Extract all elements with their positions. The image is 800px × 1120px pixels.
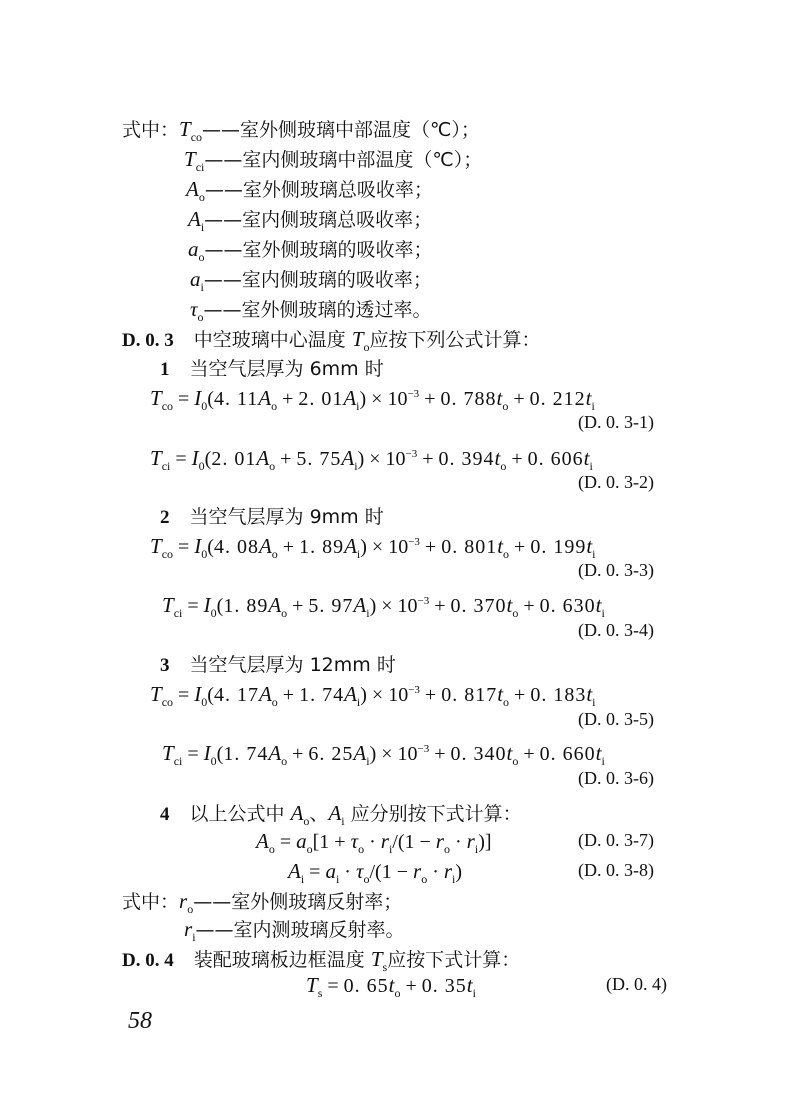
definition-text: 室内侧玻璃总吸收率；: [242, 209, 433, 231]
equation-d03-6: $T_{ci} = I_0(1$. $74A_o + 6$. $25A_i) \times 10^{-3} + 0$. $340t_o + 0$. $660t_i$: [162, 741, 605, 768]
coef-ao: 4. 08: [213, 536, 259, 558]
coef-ti: 0. 660: [539, 743, 596, 765]
coef-ao: 1. 74: [223, 743, 269, 765]
equation-d03-1: $T_{co} = I_0(4$. $11A_o + 2$. $01A_i) \times 10^{-3} + 0$. $788t_o + 0$. $212t_i$: [150, 386, 595, 413]
dash: ——: [195, 919, 234, 941]
coef-ai: 1. 74: [299, 684, 345, 706]
case-text: 当空气层厚为 12mm 时: [189, 654, 396, 676]
equation-label: (D. 0. 3-5): [578, 709, 654, 729]
equation-label: (D. 0. 3-8): [578, 860, 654, 880]
equation-label: (D. 0. 3-4): [578, 620, 654, 640]
coef-ao: 4. 11: [213, 388, 259, 410]
symbol-subscript: i: [192, 930, 196, 944]
coef-ti: 0. 35: [421, 975, 467, 997]
separator: 、: [309, 803, 329, 825]
equation-d03-4: $T_{ci} = I_0(1$. $89A_o + 5$. $97A_i) \times 10^{-3} + 0$. $370t_o + 0$. $630t_i$: [162, 593, 605, 620]
coef-ti: 0. 199: [530, 536, 587, 558]
coef-ai: 5. 75: [296, 448, 342, 470]
lhs-subscript: ci: [173, 606, 183, 620]
case-text: 当空气层厚为 6mm 时: [189, 358, 384, 380]
symbol: T: [351, 327, 364, 351]
case-text: 以上公式中: [189, 803, 291, 825]
equation-label: (D. 0. 3-1): [578, 412, 654, 432]
symbol-subscript: o: [198, 190, 205, 204]
dash: ——: [204, 179, 243, 201]
case-text: 当空气层厚为 9mm 时: [189, 506, 384, 528]
coef-to: 0. 370: [450, 595, 507, 617]
coef-to: 0. 817: [441, 684, 498, 706]
coef-to: 0. 340: [450, 743, 507, 765]
equation-label: (D. 0. 4): [606, 974, 667, 994]
coef-to: 0. 788: [440, 388, 497, 410]
dash: ——: [203, 299, 242, 321]
definition-line-ai-lower: [190, 266, 432, 295]
symbol: A: [188, 207, 201, 231]
case-number: 1: [160, 359, 170, 380]
symbol: a: [190, 267, 201, 291]
symbol-subscript: co: [190, 130, 203, 144]
equation-d03-8: $A_i = a_i \cdot \tau_o/(1 - r_o \cdot r_i)$: [288, 859, 463, 886]
symbol: τ: [190, 297, 198, 321]
dash: ——: [204, 239, 243, 261]
definition-line-ai: [188, 206, 432, 235]
equation-d04: $T_s = 0$. $65t_o + 0$. $35t_i$: [306, 973, 476, 1000]
definition-line-ao-lower: [188, 236, 433, 265]
definition-text: 室外侧玻璃的透过率。: [241, 299, 432, 321]
equation-d03-5: $T_{co} = I_0(4$. $17A_o + 1$. $74A_i) \times 10^{-3} + 0$. $817t_o + 0$. $183t_i$: [150, 682, 596, 709]
coef-ai: 1. 89: [299, 536, 345, 558]
symbol: A: [328, 801, 342, 825]
dash: ——: [202, 119, 241, 141]
dash: ——: [204, 149, 243, 171]
case-number: 2: [160, 507, 170, 528]
symbol-subscript: o: [187, 902, 194, 916]
dash: ——: [204, 209, 243, 231]
symbol-subscript: s: [382, 960, 388, 974]
section-title-rest: 应按下式计算：: [387, 949, 521, 971]
lhs-subscript: ci: [173, 754, 183, 768]
definition-text: 室内侧玻璃的吸收率；: [241, 269, 432, 291]
section-title: 装配玻璃板边框温度: [193, 949, 371, 971]
coef-ao: 4. 17: [213, 684, 259, 706]
symbol-subscript: i: [200, 280, 204, 294]
dash: ——: [193, 891, 232, 913]
where-label: 式中：: [122, 119, 180, 141]
lhs-subscript: co: [161, 695, 174, 709]
coef-ti: 0. 212: [529, 388, 586, 410]
definition-text: 室外侧玻璃总吸收率；: [242, 179, 433, 201]
equation-label: (D. 0. 3-7): [578, 830, 654, 850]
case-3-heading: [160, 652, 396, 679]
definition-line-tco: [122, 116, 480, 145]
section-d04-heading: [122, 946, 520, 975]
section-title-rest: 应按下列公式计算：: [369, 329, 541, 351]
section-number: D. 0. 3: [122, 330, 174, 351]
section-d03-heading: [122, 326, 541, 355]
coef-ti: 0. 606: [527, 448, 584, 470]
case-2-heading: [160, 504, 384, 531]
case-1-heading: [160, 356, 384, 383]
coef-ao: 1. 89: [223, 595, 269, 617]
page-number: 58: [128, 1008, 152, 1034]
coef-ai: 5. 97: [308, 595, 354, 617]
definition-line-ri: [184, 916, 405, 945]
coef-ti: 0. 183: [530, 684, 587, 706]
lhs-subscript: ci: [161, 459, 171, 473]
coef-ai: 2. 01: [298, 388, 344, 410]
symbol: T: [179, 117, 191, 141]
symbol-subscript: o: [363, 340, 370, 354]
section-number: D. 0. 4: [122, 950, 174, 971]
definition-line-ro: [122, 888, 402, 917]
coef-to: 0. 801: [441, 536, 498, 558]
symbol-subscript: o: [198, 250, 205, 264]
equation-d03-2: $T_{ci} = I_0(2$. $01A_o + 5$. $75A_i) \times 10^{-3} + 0$. $394t_o + 0$. $606t_i$: [150, 446, 593, 473]
symbol: T: [370, 947, 383, 971]
equation-d03-3: $T_{co} = I_0(4$. $08A_o + 1$. $89A_i) \times 10^{-3} + 0$. $801t_o + 0$. $199t_i$: [150, 534, 596, 561]
equation-label: (D. 0. 3-2): [578, 472, 654, 492]
symbol: a: [188, 237, 199, 261]
case-4-heading: [160, 800, 522, 829]
coef-ao: 2. 01: [211, 448, 257, 470]
definition-line-tci: [184, 146, 482, 175]
symbol: A: [290, 801, 304, 825]
definition-text: 室外侧玻璃反射率；: [231, 891, 403, 913]
dash: ——: [203, 269, 242, 291]
symbol: r: [184, 917, 193, 941]
symbol-subscript: i: [341, 814, 345, 828]
equation-label: (D. 0. 3-6): [578, 768, 654, 788]
symbol-subscript: ci: [195, 160, 205, 174]
definition-line-tau: [190, 296, 432, 325]
definition-text: 室外侧玻璃中部温度（℃）；: [240, 119, 480, 141]
symbol-subscript: o: [303, 814, 310, 828]
case-number: 3: [160, 655, 170, 676]
equation-d03-7: $A_o = a_o[1 + \tau_o \cdot r_i/(1 - r_o \cdot r_i)]$: [256, 829, 492, 856]
symbol: T: [184, 147, 196, 171]
definition-line-ao: [186, 176, 433, 205]
coef-to: 0. 65: [343, 975, 389, 997]
equation-label: (D. 0. 3-3): [578, 560, 654, 580]
where-label: 式中：: [122, 891, 180, 913]
case-number: 4: [160, 804, 170, 825]
coef-to: 0. 394: [438, 448, 495, 470]
section-title: 中空玻璃中心温度: [193, 329, 352, 351]
lhs-subscript: co: [161, 399, 174, 413]
case-text-rest: 应分别按下式计算：: [344, 803, 522, 825]
coef-ai: 6. 25: [308, 743, 354, 765]
symbol: r: [179, 889, 188, 913]
definition-text: 室内侧玻璃中部温度（℃）；: [242, 149, 483, 171]
symbol-subscript: o: [197, 310, 204, 324]
symbol: A: [186, 177, 199, 201]
coef-ti: 0. 630: [539, 595, 596, 617]
symbol-subscript: i: [200, 220, 205, 234]
lhs-subscript: co: [161, 547, 174, 561]
definition-text: 室外侧玻璃的吸收率；: [242, 239, 433, 261]
definition-text: 室内测玻璃反射率。: [233, 919, 405, 941]
